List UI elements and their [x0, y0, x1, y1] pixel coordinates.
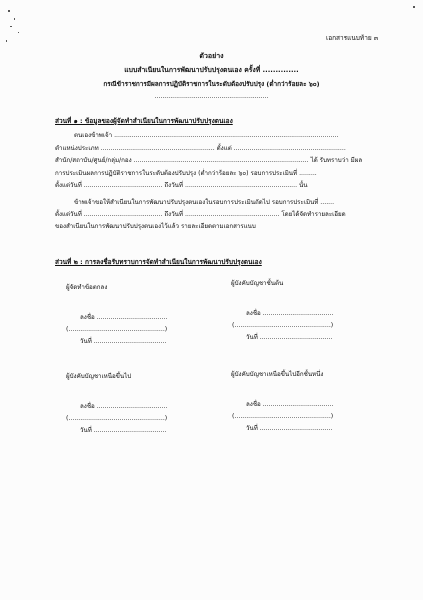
sign-line-first-supervisor: ลงชื่อ .................................... — [246, 310, 334, 317]
signer-label-first-supervisor: ผู้บังคับบัญชาชั้นต้น — [231, 280, 284, 287]
signer-label-preparer: ผู้จัดทำข้อตกลง — [66, 284, 108, 291]
document-title: แบบสำเนียนในการพัฒนาปรับปรุงตนเอง ครั้งที่ .............. — [124, 66, 299, 74]
section1-line-request: ข้าพเจ้าขอให้สำเนียนในการพัฒนาปรับปรุงตนเองในรอบการประเมินถัดไป รอบการประเมินที่ ....... — [74, 199, 335, 206]
date-line-first-supervisor: วันที่ ..................................... — [246, 334, 333, 341]
date-line-higher-supervisor: วันที่ ..................................... — [80, 427, 167, 434]
scan-speck — [6, 40, 7, 42]
name-paren-higher-supervisor: (.................................................) — [66, 415, 168, 422]
date-line-top-supervisor: วันที่ ..................................... — [246, 425, 333, 432]
section1-line-period: ตั้งแต่วันที่ ........................................ ถึงวันที่ ......................................................... นั้น — [55, 182, 308, 189]
scan-speck — [10, 26, 12, 27]
sign-line-top-supervisor: ลงชื่อ .................................... — [246, 401, 334, 408]
scan-speck — [8, 10, 10, 12]
date-line-preparer: วันที่ ..................................... — [80, 338, 167, 345]
section1-line-next-period: ตั้งแต่วันที่ ........................................ ถึงวันที่ ................................................ โดยได้จัดทำรายละเอียด — [55, 211, 346, 218]
attachment-label: เอกสารแนบท้าย ๓ — [326, 34, 379, 42]
signer-label-top-supervisor: ผู้บังคับบัญชาเหนือขึ้นไปอีกชั้นหนึ่ง — [231, 371, 324, 378]
name-paren-first-supervisor: (.................................................) — [232, 322, 334, 329]
section1-line-attachment: ของสำเนียนในการพัฒนาปรับปรุงตนเองไว้แล้ว รายละเอียดตามเอกสารแนบ — [55, 223, 256, 230]
document-subtitle: กรณีข้าราชการมีผลการปฏิบัติราชการในระดับต้องปรับปรุง (ต่ำกว่าร้อยละ ๖๐) — [103, 80, 320, 88]
section1-line-name: ตนเองข้าพเจ้า .................................................................................................................. — [74, 132, 339, 139]
scan-speck — [413, 6, 415, 8]
scan-speck — [14, 18, 15, 20]
subtitle-dots: .......................................................... — [154, 93, 269, 100]
name-paren-top-supervisor: (.................................................) — [232, 413, 334, 420]
section1-heading: ส่วนที่ ๑ : ข้อมูลของผู้จัดทำสำเนียนในการพัฒนาปรับปรุงตนเอง — [55, 117, 233, 125]
section2-heading: ส่วนที่ ๒ : การลงชื่อรับทราบการจัดทำสำเนียนในการพัฒนาปรับปรุงตนเอง — [55, 258, 262, 266]
section1-line-position: ตำแหน่งประเภท .......................................................... ตั้งแต่ ......................................................... — [55, 145, 346, 152]
signer-label-higher-supervisor: ผู้บังคับบัญชาเหนือขึ้นไป — [66, 373, 132, 380]
sign-line-preparer: ลงชื่อ .................................... — [80, 314, 168, 321]
scan-speck — [18, 32, 19, 33]
name-paren-preparer: (.................................................) — [66, 326, 168, 333]
sample-label: ตัวอย่าง — [199, 52, 224, 60]
sign-line-higher-supervisor: ลงชื่อ .................................... — [80, 403, 168, 410]
section1-line-evaluation: การประเมินผลการปฏิบัติราชการในระดับต้องปรับปรุง (ต่ำกว่าร้อยละ ๖๐) รอบการประเมินที่ ......... — [55, 170, 317, 177]
section1-line-office: สำนัก/สถาบัน/ศูนย์/กลุ่ม/กอง ......................................................................................... ได้ รับทราบว่า มีผล — [55, 157, 363, 164]
